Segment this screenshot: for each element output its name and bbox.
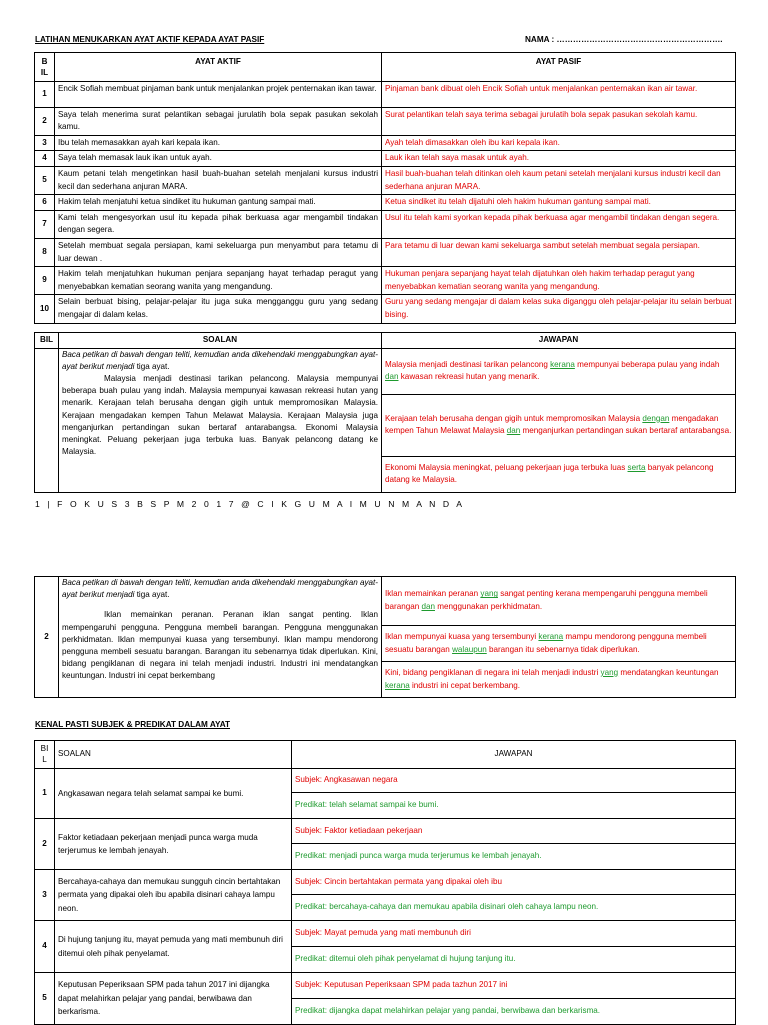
table-row xyxy=(35,195,736,211)
subjek-value: Angkasawan negara xyxy=(323,775,398,785)
passive-sentence: Usul itu telah kami syorkan kepada pihak berkuasa agar mengambil tindakan dengan segera. xyxy=(382,210,736,238)
active-passive-table xyxy=(34,52,736,324)
active-sentence: Encik Sofiah membuat pinjaman bank untuk menjalankan projek penternakan ikan tawar. xyxy=(55,81,382,107)
subjek-answer xyxy=(292,819,736,844)
subjek-answer xyxy=(292,973,736,999)
table-row xyxy=(35,238,736,266)
name-field-label: NAMA : ……………………………………………………. xyxy=(525,35,723,44)
predikat-value: ditemui oleh pihak penyelamat di hujung tanjung itu. xyxy=(329,954,516,964)
instruction-text: Baca petikan di bawah dengan teliti, kemudian anda dikehendaki menggabungkan ayat-ayat berikut menjadi xyxy=(62,349,378,371)
subjek-value: Cincin bertahtakan permata yang dipakai oleh ibu xyxy=(324,876,502,886)
predikat-value: bercahaya-cahaya dan memukau apabila disinari oleh cahaya lampu neon. xyxy=(329,902,599,912)
row-number: 7 xyxy=(35,210,55,238)
passive-sentence: Ayah telah dimasakkan oleh ibu kari kepala ikan. xyxy=(382,135,736,151)
passive-sentence: Pinjaman bank dibuat oleh Encik Sofiah untuk menjalankan penternakan ikan air tawar. xyxy=(382,81,736,107)
passive-sentence: Para tetamu di luar dewan kami sekeluarga sambut setelah membuat segala persiapan. xyxy=(382,238,736,266)
question-cell xyxy=(59,577,382,698)
table-row xyxy=(35,295,736,323)
subjek-value: Mayat pemuda yang mati membunuh diri xyxy=(324,928,471,938)
column-header-pasif: AYAT PASIF xyxy=(382,53,736,82)
subjek-label: Subjek: xyxy=(295,876,322,886)
column-header-bil: BIL xyxy=(35,741,55,769)
page-footer: 1 | F O K U S 3 B S P M 2 0 1 7 @ C I K G U M A I M U N M A N D A xyxy=(35,499,465,509)
instruction-text: Baca petikan di bawah dengan teliti, kemudian anda dikehendaki menggabungkan ayat-ayat berikut menjadi xyxy=(62,578,378,600)
column-header-jawapan: JAWAPAN xyxy=(292,741,736,769)
table-row xyxy=(35,107,736,135)
row-number: 2 xyxy=(35,819,55,870)
row-number: 1 xyxy=(35,81,55,107)
passive-sentence: Lauk ikan telah saya masak untuk ayah. xyxy=(382,151,736,167)
predikat-answer xyxy=(292,844,736,870)
active-sentence: Saya telah memasak lauk ikan untuk ayah. xyxy=(55,151,382,167)
predikat-label: Predikat: xyxy=(295,851,327,861)
answer-cell: Kerajaan telah berusaha dengan gigih untuk mempromosikan Malaysia dengan mengadakan kempen Tahun Melawat Malaysia dan menganjurkan pertandingan sukan bertaraf antarabangsa. xyxy=(382,394,736,456)
predikat-answer xyxy=(292,793,736,819)
predikat-value: dijangka dapat melahirkan pelajar yang pandai, berwibawa dan berkarisma. xyxy=(329,1006,601,1016)
question-number xyxy=(35,348,59,492)
row-number: 9 xyxy=(35,267,55,295)
combine-sentences-table-2 xyxy=(34,576,736,698)
row-number: 8 xyxy=(35,238,55,266)
active-sentence: Setelah membuat segala persiapan, kami sekeluarga pun menyambut para tetamu di luar dewan . xyxy=(55,238,382,266)
passive-sentence: Hukuman penjara sepanjang hayat telah dijatuhkan oleh hakim terhadap peragut yang menyebabkan kematian seorang wanita yang mengandung. xyxy=(382,267,736,295)
instruction-end: tiga ayat. xyxy=(136,590,170,600)
row-number: 5 xyxy=(35,973,55,1025)
question-sentence: Bercahaya-cahaya dan memukau sungguh cincin bertahtakan permata yang dipakai oleh ibu apabila disinari cahaya lampu neon. xyxy=(55,870,292,921)
row-number: 3 xyxy=(35,135,55,151)
subjek-value: Keputusan Peperiksaan SPM pada tazhun 2017 ini xyxy=(324,980,508,990)
column-header-soalan: SOALAN xyxy=(59,333,382,349)
table-row xyxy=(35,769,736,793)
question-sentence: Angkasawan negara telah selamat sampai ke bumi. xyxy=(55,769,292,819)
subjek-label: Subjek: xyxy=(295,825,322,835)
question-number: 2 xyxy=(35,577,59,698)
row-number: 4 xyxy=(35,151,55,167)
column-header-jawapan: JAWAPAN xyxy=(382,333,736,349)
section-title: KENAL PASTI SUBJEK & PREDIKAT DALAM AYAT xyxy=(35,720,230,729)
active-sentence: Saya telah menerima surat pelantikan sebagai jurulatih bola sepak pasukan sekolah kamu. xyxy=(55,107,382,135)
row-number: 2 xyxy=(35,107,55,135)
row-number: 10 xyxy=(35,295,55,323)
column-header-soalan: SOALAN xyxy=(55,741,292,769)
passive-sentence: Guru yang sedang mengajar di dalam kelas suka diganggu oleh pelajar-pelajar itu selain berbuat bising. xyxy=(382,295,736,323)
table-row xyxy=(35,921,736,947)
table-row xyxy=(35,210,736,238)
passage-text: Iklan memainkan peranan. Peranan iklan sangat penting. Iklan mempengaruhi pengguna. Pengguna membeli barangan. Pengguna menggunakan perkhidmatan. Iklan mempunyai kuasa yang tersembunyi. Iklan mampu mendorong pengguna membeli sesuatu barangan. Barangan itu sebenarnya tidak diperlukan. Kini, bidang pengiklanan di negara ini telah menjadi industri. Industri ini mendatangkan keuntungan. Industri ini cepat berkembang xyxy=(62,610,378,681)
active-sentence: Hakim telah menjatuhkan hukuman penjara sepanjang hayat terhadap peragut yang menyebabkan kematian seorang wanita yang mengandung. xyxy=(55,267,382,295)
answer-cell: Kini, bidang pengiklanan di negara ini telah menjadi industri yang mendatangkan keuntungan kerana industri ini cepat berkembang. xyxy=(382,662,736,698)
subjek-answer xyxy=(292,870,736,895)
passive-sentence: Hasil buah-buahan telah ditinkan oleh kaum petani setelah menjalani kursus industri kecil dan sederhana anjuran MARA. xyxy=(382,166,736,194)
active-sentence: Kami telah mengesyorkan usul itu kepada pihak berkuasa agar mengambil tindakan dengan segera. xyxy=(55,210,382,238)
row-number: 6 xyxy=(35,195,55,211)
table-row xyxy=(35,870,736,895)
question-sentence: Di hujung tanjung itu, mayat pemuda yang mati membunuh diri ditemui oleh pihak penyelamat. xyxy=(55,921,292,973)
subjek-label: Subjek: xyxy=(295,775,322,785)
answer-cell: Malaysia menjadi destinasi tarikan pelancong kerana mempunyai beberapa pulau yang indah dan kawasan rekreasi hutan yang menarik. xyxy=(382,348,736,394)
predikat-label: Predikat: xyxy=(295,800,327,810)
column-header-bil: BIL xyxy=(35,333,59,349)
question-sentence: Keputusan Peperiksaan SPM pada tahun 2017 ini dijangka dapat melahirkan pelajar yang pandai, berwibawa dan berkarisma. xyxy=(55,973,292,1025)
subjek-answer xyxy=(292,769,736,793)
active-sentence: Hakim telah menjatuhi ketua sindiket itu hukuman gantung sampai mati. xyxy=(55,195,382,211)
table-row xyxy=(35,819,736,844)
subjek-value: Faktor ketiadaan pekerjaan xyxy=(324,825,423,835)
predikat-answer xyxy=(292,999,736,1025)
subjek-label: Subjek: xyxy=(295,928,322,938)
column-header-aktif: AYAT AKTIF xyxy=(55,53,382,82)
table-row xyxy=(35,166,736,194)
column-header-bil: BIL xyxy=(35,53,55,82)
passive-sentence: Surat pelantikan telah saya terima sebagai jurulatih bola sepak pasukan sekolah kamu. xyxy=(382,107,736,135)
table-row xyxy=(35,267,736,295)
predikat-label: Predikat: xyxy=(295,954,327,964)
answer-cell: Iklan mempunyai kuasa yang tersembunyi kerana mampu mendorong pengguna membeli sesuatu barangan walaupun barangan itu sebenarnya tidak diperlukan. xyxy=(382,626,736,662)
active-sentence: Selain berbuat bising, pelajar-pelajar itu juga suka mengganggu guru yang sedang mengajar di dalam kelas. xyxy=(55,295,382,323)
table-row xyxy=(35,135,736,151)
predikat-value: telah selamat sampai ke bumi. xyxy=(329,800,439,810)
instruction-end: tiga ayat. xyxy=(136,361,170,371)
passive-sentence: Ketua sindiket itu telah dijatuhi oleh hakim hukuman gantung sampai mati. xyxy=(382,195,736,211)
table-row xyxy=(35,973,736,999)
predikat-answer xyxy=(292,895,736,921)
subjek-answer xyxy=(292,921,736,947)
table-row xyxy=(35,151,736,167)
predikat-answer xyxy=(292,947,736,973)
active-sentence: Ibu telah memasakkan ayah kari kepala ikan. xyxy=(55,135,382,151)
predikat-label: Predikat: xyxy=(295,1006,327,1016)
passage-text: Malaysia menjadi destinasi tarikan pelancong. Malaysia mempunyai beberapa buah pulau yang indah. Malaysia mempunyai kawasan rekreasi hutan yang menarik. Kerajaan telah berusaha dengan gigih untuk mempromosikan Malaysia. Kerajaan mengadakan kempen Tahun Melawat Malaysia. Kerajaan Malaysia juga menganjurkan pertandingan sukan bertaraf antarabangsa. Ekonomi Malaysia meningkat. Peluang pekerjaan juga terbuka luas. Banyak pelancong datang ke Malaysia. xyxy=(62,374,378,457)
combine-sentences-table xyxy=(34,332,736,493)
row-number: 1 xyxy=(35,769,55,819)
worksheet-title: LATIHAN MENUKARKAN AYAT AKTIF KEPADA AYAT PASIF xyxy=(35,35,265,44)
table-row xyxy=(35,81,736,107)
subject-predicate-table xyxy=(34,740,736,1025)
predikat-value: menjadi punca warga muda terjerumus ke lembah jenayah. xyxy=(329,851,542,861)
answer-cell: Iklan memainkan peranan yang sangat penting kerana mempengaruhi pengguna membeli barangan dan menggunakan perkhidmatan. xyxy=(382,577,736,626)
active-sentence: Kaum petani telah mengetinkan hasil buah-buahan setelah menjalani kursus industri kecil dan sederhana anjuran MARA. xyxy=(55,166,382,194)
question-cell xyxy=(59,348,382,492)
row-number: 5 xyxy=(35,166,55,194)
row-number: 4 xyxy=(35,921,55,973)
subjek-label: Subjek: xyxy=(295,980,322,990)
row-number: 3 xyxy=(35,870,55,921)
answer-cell: Ekonomi Malaysia meningkat, peluang pekerjaan juga terbuka luas serta banyak pelancong datang ke Malaysia. xyxy=(382,456,736,492)
question-sentence: Faktor ketiadaan pekerjaan menjadi punca warga muda terjerumus ke lembah jenayah. xyxy=(55,819,292,870)
predikat-label: Predikat: xyxy=(295,902,327,912)
